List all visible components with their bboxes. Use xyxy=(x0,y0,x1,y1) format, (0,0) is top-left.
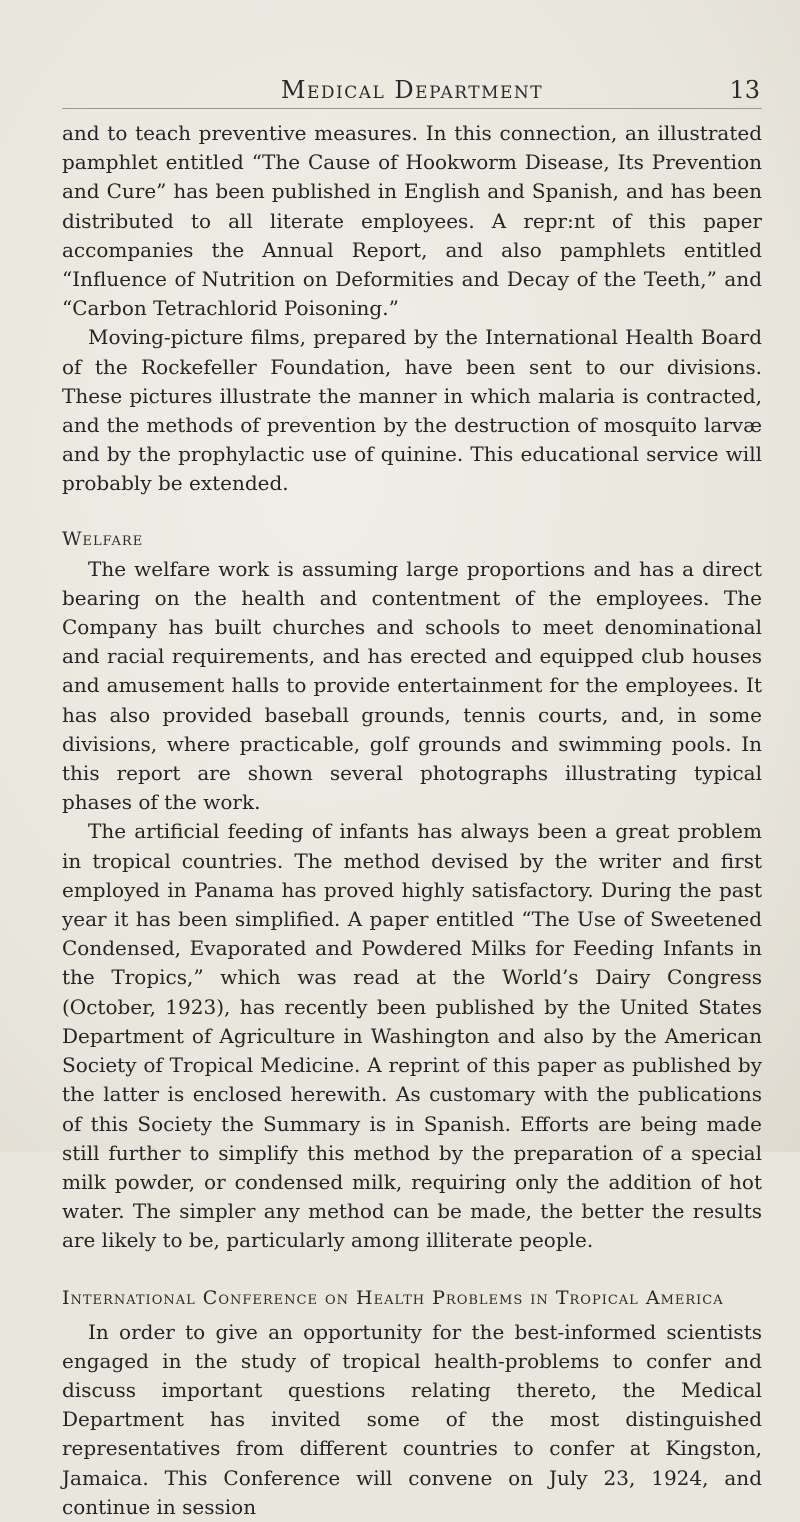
paragraph-welfare: The welfare work is assuming large proportions and has a direct bearing on the health and contentment of the employees. The Company has built churches and schools to meet denominational and racial requirements, and has erected and equipped club houses and amusement halls to provide entertainment for the employees. It has also provided baseball grounds, tennis courts, and, in some divisions, where practicable, golf grounds and swimming pools. In this report are shown several photographs illustrating typical phases of the work. xyxy=(62,556,762,815)
section-heading-welfare: Welfare xyxy=(62,527,144,550)
running-title: Medical Department xyxy=(280,76,544,104)
section-heading-conference: International Conference on Health Problems in Tropical America xyxy=(62,1286,724,1309)
page-number: 13 xyxy=(729,76,760,104)
paragraph-infant-feeding: The artificial feeding of infants has always been a great problem in tropical countries. The method devised by the writer and first employed in Panama has proved highly satisfactory. During the past year it has been simplified. A paper entitled “The Use of Sweetened Condensed, Evaporated and Powdered Milks for Feeding Infants in the Tropics,” which was read at the World’s Dairy Congress (October, 1923), has recently been published by the United States Department of Agriculture in Washington and also by the American Society of Tropical Medicine. A reprint of this paper as published by the latter is enclosed herewith. As customary with the publications of this Society the Summary is in Spanish. Efforts are being made still further to simplify this method by the preparation of a special milk powder, or condensed milk, requiring only the addition of hot water. The simpler any method can be made, the better the results are likely to be, particularly among illiterate people. xyxy=(62,819,762,1253)
paragraph-conference: In order to give an opportunity for the best-informed scientists engaged in the study of tropical health-problems to confer and discuss important questions relating thereto, the Medical Department has invited some of the most distinguished representatives from different countries to confer at Kingston, Jamaica. This Conference will convene on July 23, 1924, and continue in session xyxy=(62,1319,762,1519)
running-header xyxy=(62,64,762,109)
body-text xyxy=(62,119,762,1522)
paragraph-continuation: and to teach preventive measures. In this connection, an illustrated pamphlet entitled “The Cause of Hookworm Disease, Its Prevention and Cure” has been published in English and Spanish, and has been distributed to all literate employees. A repr:nt of this paper accompanies the Annual Report, and also pamphlets entitled “Influence of Nutrition on Deformities and Decay of the Teeth,” and “Carbon Tetrachlorid Poisoning.” xyxy=(62,121,762,321)
paragraph-moving-pictures: Moving-picture films, prepared by the International Health Board of the Rockefeller Foundation, have been sent to our divisions. These pictures illustrate the manner in which malaria is contracted, and the methods of prevention by the destruction of mosquito larvæ and by the prophylactic use of quinine. This educational service will probably be extended. xyxy=(62,325,762,496)
